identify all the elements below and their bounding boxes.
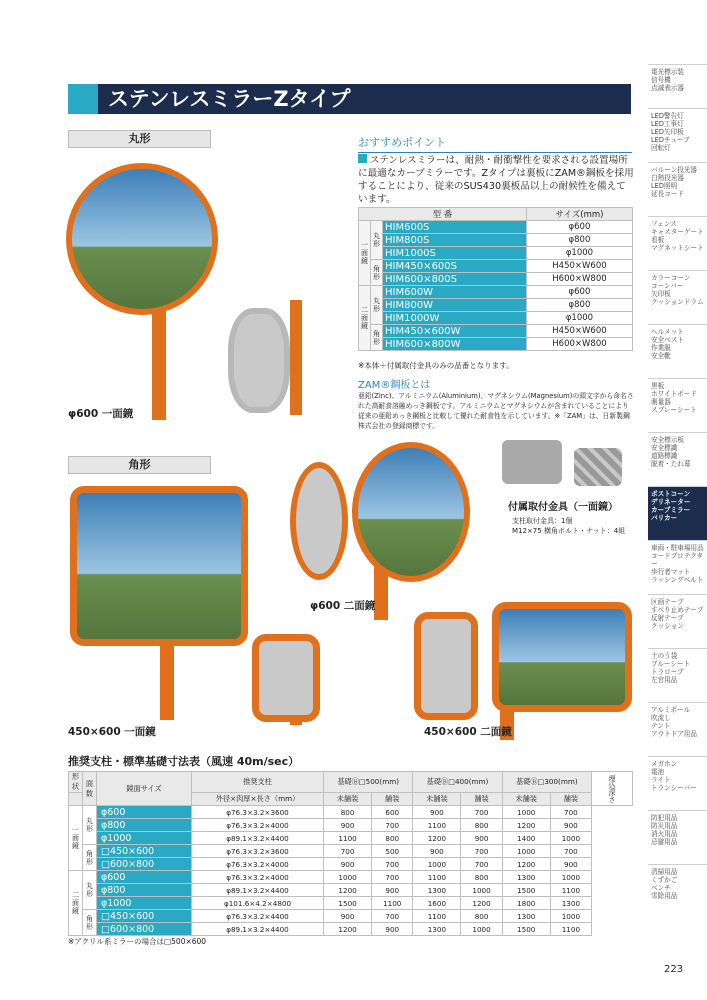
- std-cell: 700: [372, 858, 413, 871]
- std-cell: 800: [461, 871, 502, 884]
- std-cell: 1400: [502, 832, 550, 845]
- model-cell: HIM450×600S: [383, 260, 527, 273]
- std-cell: 1000: [550, 910, 591, 923]
- page-title: ステンレスミラーZタイプ: [108, 87, 351, 111]
- std-cell: 600: [372, 806, 413, 819]
- model-table: [358, 207, 633, 351]
- std-cell: 500: [372, 845, 413, 858]
- size-cell: φ1000: [526, 247, 632, 260]
- square-double-back-photo: [414, 612, 478, 720]
- square-mirror-back-photo: [252, 634, 320, 722]
- pole-square: [160, 640, 174, 720]
- sidebar-item[interactable]: 清掃用品 くずかご ベンチ 雪除用品: [648, 864, 707, 918]
- sidebar-item[interactable]: メガホン 電池 ライト トランシーバー: [648, 756, 707, 810]
- std-row: [69, 806, 633, 819]
- std-cell: 900: [550, 819, 591, 832]
- h-paved: 舗装: [550, 793, 591, 806]
- h-unpaved: 未舗装: [324, 793, 372, 806]
- std-cell: 900: [324, 858, 372, 871]
- sidebar-item[interactable]: フェンス キャスターゲート 看板 マグネットシート: [648, 216, 707, 270]
- std-cell: 900: [413, 806, 461, 819]
- sidebar-item[interactable]: 黒板 ホワイトボード 測量器 スプレーシート: [648, 378, 707, 432]
- section-label-square: 角形: [68, 456, 211, 474]
- fitting-line2: M12×75 横角ボルト・ナット：4組: [512, 527, 626, 535]
- model-cell: HIM600×800W: [383, 338, 527, 351]
- std-cell: 700: [550, 806, 591, 819]
- std-cell: 700: [372, 819, 413, 832]
- zam-heading: ZAM®鋼板とは: [358, 380, 431, 391]
- sidebar-item[interactable]: 土のう袋 ブルーシート トラロープ 左官用品: [648, 648, 707, 702]
- round-mirror-photo: [66, 163, 218, 315]
- section-label-round: 丸形: [68, 130, 211, 148]
- std-cell: 1100: [550, 923, 591, 936]
- std-cell: 1200: [324, 923, 372, 936]
- std-size-cell: □450×600: [97, 910, 192, 923]
- std-cell: 900: [461, 832, 502, 845]
- std-row: [69, 845, 633, 858]
- std-cell: 800: [461, 910, 502, 923]
- std-cell: 1200: [461, 897, 502, 910]
- std-cell: 700: [324, 845, 372, 858]
- sidebar-item[interactable]: LED警告灯 LED工事灯 LED矢印板 LEDチューブ 回転灯: [648, 108, 707, 162]
- size-cell: φ800: [526, 234, 632, 247]
- shape-round-2: 丸形: [371, 286, 383, 325]
- std-cell: 700: [461, 806, 502, 819]
- std-cell: 1600: [413, 897, 461, 910]
- std-cell: 1100: [324, 832, 372, 845]
- std-cell: 1100: [413, 819, 461, 832]
- group-single: 一面鏡: [359, 221, 371, 286]
- pole-round: [152, 300, 166, 420]
- sidebar-item[interactable]: 電光標示装 信号機 点滅表示器: [648, 64, 707, 108]
- std-row: [69, 819, 633, 832]
- std-cell: 1500: [502, 923, 550, 936]
- h-shape: [69, 772, 83, 793]
- fitting-bracket-photo: [502, 440, 562, 484]
- std-cell: 1500: [502, 884, 550, 897]
- fitting-bolts-photo: [574, 448, 622, 486]
- h-paved: 舗装: [372, 793, 413, 806]
- std-size-cell: □450×600: [97, 845, 192, 858]
- std-cell: 1100: [413, 871, 461, 884]
- std-cell: φ76.3×3.2×4000: [192, 858, 324, 871]
- std-cell: 1000: [550, 871, 591, 884]
- shape-round-1: 丸形: [371, 221, 383, 260]
- h-size: 鏡面サイズ: [97, 772, 192, 806]
- model-cell: HIM450×600W: [383, 325, 527, 338]
- fitting-line1: 支柱取付金具：1個: [512, 517, 573, 525]
- std-cell: 1500: [324, 897, 372, 910]
- std-cell: 700: [372, 871, 413, 884]
- page-number: 223: [664, 964, 684, 975]
- size-cell: H600×W800: [526, 273, 632, 286]
- h-unpaved: 未舗装: [413, 793, 461, 806]
- model-cell: HIM800S: [383, 234, 527, 247]
- std-size-cell: φ800: [97, 884, 192, 897]
- h-f500: 基礎Ⓑ□500(mm): [324, 772, 413, 793]
- size-cell: H600×W800: [526, 338, 632, 351]
- sidebar-item[interactable]: 車両・駐車場用品 コードプロテクター 歩行者マット ラッシングベルト: [648, 540, 707, 594]
- zam-text: 亜鉛(Zinc)、アルミニウム(Aluminium)、マグネシウム(Magnesium)の頭文字から命名された高耐食溶融めっき鋼板です。アルミニウムとマグネシウムが含まれていることにより従来の亜鉛めっき鋼板と比較して優れた耐食性を示しています。※「ZAM」は、日新製鋼株式会社の登録商標です。: [358, 392, 634, 430]
- fitting-title: 付属取付金具（一面鏡）: [508, 502, 618, 513]
- h-pole-sub: 外径×肉厚×長さ（mm）: [192, 793, 324, 806]
- std-cell: φ76.3×3.2×3600: [192, 845, 324, 858]
- caption-round-double: φ600 二面鏡: [310, 600, 376, 612]
- h-shape-2: [69, 793, 83, 806]
- std-size-cell: □600×800: [97, 858, 192, 871]
- std-cell: φ76.3×3.2×4000: [192, 871, 324, 884]
- std-cell: φ89.1×3.2×4400: [192, 923, 324, 936]
- group-double: 二面鏡: [359, 286, 371, 351]
- std-row: [69, 858, 633, 871]
- std-cell: 900: [372, 923, 413, 936]
- std-size-cell: φ1000: [97, 897, 192, 910]
- std-cell: φ101.6×4.2×4800: [192, 897, 324, 910]
- std-row: [69, 832, 633, 845]
- std-cell: 1000: [413, 858, 461, 871]
- caption-square-single: 450×600 一面鏡: [68, 726, 156, 738]
- std-cell: 1300: [413, 923, 461, 936]
- std-shape-round: 丸形: [83, 871, 97, 910]
- h-f300: 基礎Ⓑ□300(mm): [502, 772, 591, 793]
- square-double-photo: [492, 602, 632, 712]
- round-double-photo: [352, 442, 470, 582]
- std-cell: 900: [372, 884, 413, 897]
- std-row: [69, 871, 633, 884]
- std-cell: 700: [461, 858, 502, 871]
- std-note: ※アクリル系ミラーの場合は□500×600: [68, 937, 207, 946]
- std-cell: 1000: [461, 923, 502, 936]
- std-table: [68, 771, 633, 936]
- model-cell: HIM600×800S: [383, 273, 527, 286]
- sidebar-item[interactable]: カラーコーン コーンバー 矢印板 クッションドラム: [648, 270, 707, 324]
- std-size-cell: □600×800: [97, 923, 192, 936]
- std-cell: 1000: [550, 832, 591, 845]
- std-size-cell: φ800: [97, 819, 192, 832]
- std-cell: 1300: [502, 910, 550, 923]
- h-count: 面数: [83, 772, 97, 806]
- std-cell: 1100: [413, 910, 461, 923]
- std-row: [69, 910, 633, 923]
- std-cell: 1000: [502, 845, 550, 858]
- model-cell: HIM1000S: [383, 247, 527, 260]
- h-paved: 舗装: [461, 793, 502, 806]
- round-mirror-back-photo: [228, 308, 290, 413]
- std-cell: 1200: [502, 819, 550, 832]
- model-cell: HIM800W: [383, 299, 527, 312]
- sidebar-item[interactable]: アルミポール 吹流し テント アウトドア用品: [648, 702, 707, 756]
- title-accent: [68, 84, 98, 114]
- std-shape-round: 丸形: [83, 806, 97, 845]
- std-shape-square: 角形: [83, 910, 97, 936]
- size-cell: H450×W600: [526, 325, 632, 338]
- square-bullet-icon: [358, 154, 367, 163]
- std-cell: 900: [324, 910, 372, 923]
- std-cell: 800: [324, 806, 372, 819]
- std-cell: 800: [372, 832, 413, 845]
- std-row: [69, 884, 633, 897]
- std-cell: 1300: [550, 897, 591, 910]
- recommend-body: ステンレスミラーは、耐熱・耐衝撃性を要求される設置場所に最適なカーブミラーです。Zタイプは裏板にZAM®鋼板を採用することにより、従来のSUS430裏板品以上の耐候性を備えています。: [358, 155, 634, 205]
- sidebar-item[interactable]: ヘルメット 安全ベスト 作業服 安全靴: [648, 324, 707, 378]
- std-cell: 900: [413, 845, 461, 858]
- std-cell: 1200: [413, 832, 461, 845]
- std-cell: 1100: [372, 897, 413, 910]
- pole-round-back: [290, 300, 302, 415]
- std-cell: φ76.3×3.2×4000: [192, 819, 324, 832]
- model-cell: HIM600W: [383, 286, 527, 299]
- std-size-cell: φ1000: [97, 832, 192, 845]
- std-cell: 1200: [502, 858, 550, 871]
- std-cell: 800: [461, 819, 502, 832]
- std-size-cell: φ600: [97, 871, 192, 884]
- model-note: ※本体＋付属取付金具のみの品番となります。: [358, 361, 514, 370]
- std-cell: 1000: [461, 884, 502, 897]
- std-cell: 1000: [502, 806, 550, 819]
- caption-round-single: φ600 一面鏡: [68, 408, 134, 420]
- recommend-heading: おすすめポイント: [358, 134, 632, 153]
- std-cell: φ89.1×3.2×4400: [192, 832, 324, 845]
- std-cell: 1800: [502, 897, 550, 910]
- square-mirror-photo: [70, 486, 248, 646]
- size-cell: φ1000: [526, 312, 632, 325]
- std-cell: 1100: [550, 884, 591, 897]
- std-row: [69, 923, 633, 936]
- shape-square-1: 角形: [371, 260, 383, 286]
- std-cell: 900: [324, 819, 372, 832]
- size-header: サイズ(mm): [526, 208, 632, 221]
- size-cell: φ600: [526, 221, 632, 234]
- size-cell: φ600: [526, 286, 632, 299]
- std-cell: φ76.3×3.2×4400: [192, 910, 324, 923]
- std-cell: 1000: [324, 871, 372, 884]
- std-table-title: 推奨支柱・標準基礎寸法表（風速 40m/sec）: [68, 755, 300, 768]
- size-cell: H450×W600: [526, 260, 632, 273]
- sidebar-item[interactable]: 防犯用品 防災用品 消火用品 忌避用品: [648, 810, 707, 864]
- model-cell: HIM600S: [383, 221, 527, 234]
- recommend-text: [358, 154, 634, 206]
- std-cell: 1200: [324, 884, 372, 897]
- std-row: [69, 897, 633, 910]
- sidebar-item[interactable]: バルーン投光器 白熱投光器 LED照明 延長コード: [648, 162, 707, 216]
- std-cell: 900: [550, 858, 591, 871]
- std-size-cell: φ600: [97, 806, 192, 819]
- shape-square-2: 角形: [371, 325, 383, 351]
- size-cell: φ800: [526, 299, 632, 312]
- model-cell: HIM1000W: [383, 312, 527, 325]
- side-note: 埋込深さ: [592, 772, 633, 806]
- h-pole: 推奨支柱: [192, 772, 324, 793]
- sidebar-item[interactable]: 区画テープ すべり止めテープ 反射テープ クッション: [648, 594, 707, 648]
- std-table-body: [69, 806, 633, 936]
- sidebar-item[interactable]: 安全標示板 安全標識 道路標識 脱着・たれ幕: [648, 432, 707, 486]
- std-cell: φ76.3×3.2×3600: [192, 806, 324, 819]
- std-group-single: 一面鏡: [69, 806, 83, 871]
- h-unpaved: 未舗装: [502, 793, 550, 806]
- std-cell: 700: [372, 910, 413, 923]
- std-cell: 1300: [502, 871, 550, 884]
- std-cell: 1300: [413, 884, 461, 897]
- round-double-back-photo: [290, 462, 348, 580]
- model-header: 型 番: [359, 208, 527, 221]
- caption-square-double: 450×600 二面鏡: [424, 726, 512, 738]
- std-shape-square: 角形: [83, 845, 97, 871]
- sidebar-item[interactable]: ポストコーン デリネーター カーブミラー バリカー: [648, 486, 707, 540]
- h-f400: 基礎Ⓑ□400(mm): [413, 772, 502, 793]
- h-shape-text: 形状: [71, 772, 80, 791]
- std-cell: 700: [550, 845, 591, 858]
- std-group-double: 二面鏡: [69, 871, 83, 936]
- std-cell: 700: [461, 845, 502, 858]
- std-cell: φ89.1×3.2×4400: [192, 884, 324, 897]
- sidebar: [648, 64, 707, 918]
